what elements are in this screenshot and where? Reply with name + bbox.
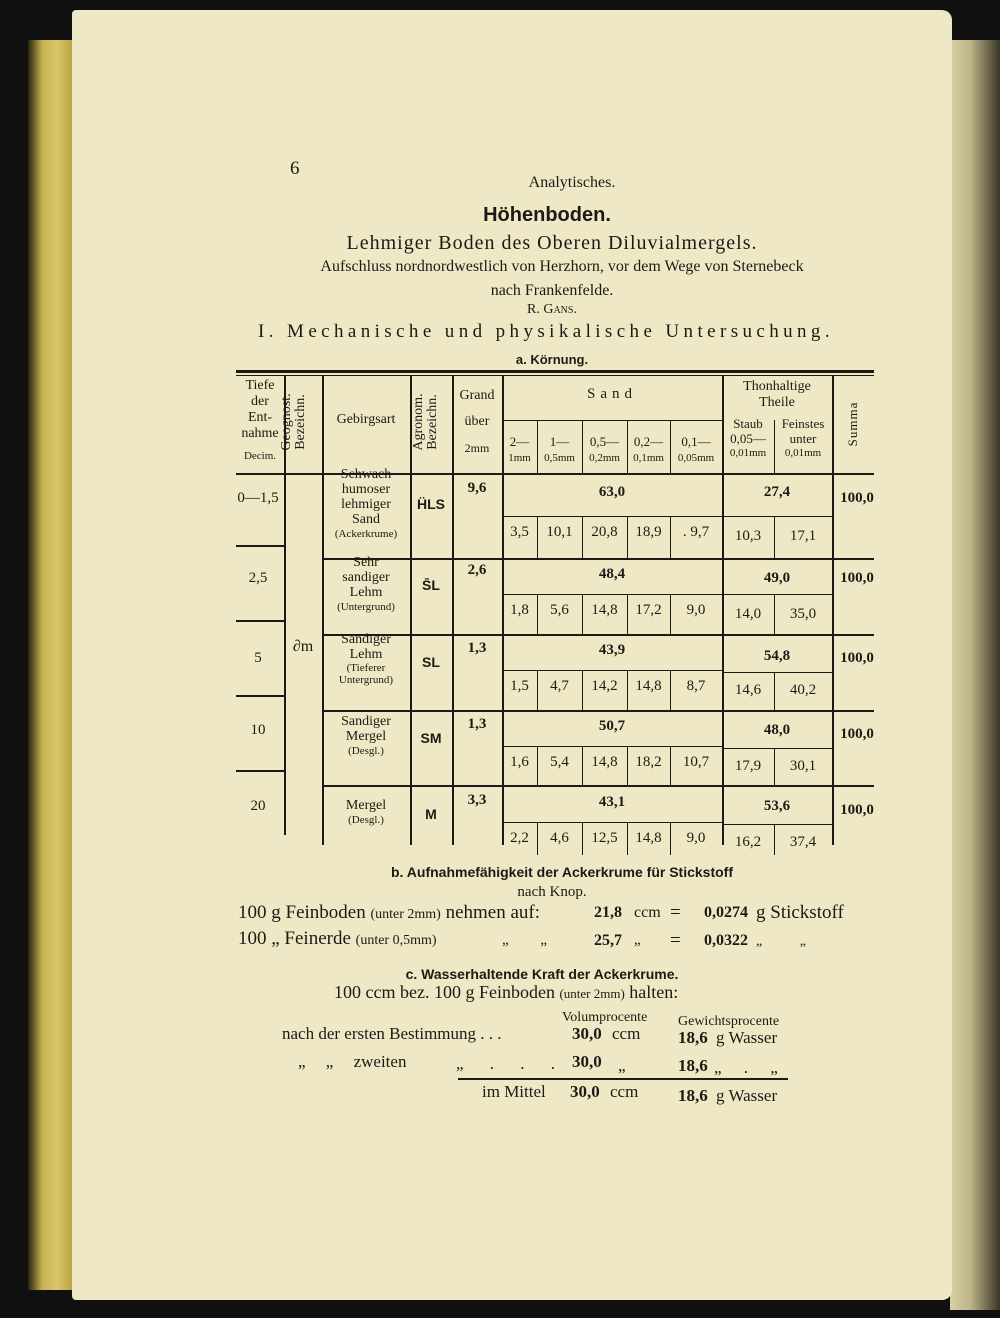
cell-thon-total: 27,4 bbox=[763, 484, 791, 500]
cell-tiefe: 10 bbox=[250, 722, 266, 738]
cell-grand: 1,3 bbox=[467, 640, 487, 656]
header-tiefe: Tiefe der Ent- nahme Decim. bbox=[236, 378, 284, 464]
cell-sand: 1,8 bbox=[510, 602, 529, 618]
cell-thon: 35,0 bbox=[789, 606, 817, 622]
section-b-heading: b. Aufnahmefähigkeit der Ackerkrume für Stickstoff bbox=[390, 864, 734, 880]
cell-thon: 17,1 bbox=[789, 528, 817, 544]
book-page bbox=[72, 10, 952, 1300]
header-feinstes: Feinstes unter 0,01mm bbox=[781, 416, 825, 459]
cell-summa: 100,0 bbox=[840, 802, 874, 818]
cell-sand: 18,2 bbox=[635, 754, 662, 770]
section-c-heading: c. Wasserhaltende Kraft der Ackerkrume. bbox=[405, 966, 679, 982]
table-top-rule-thin bbox=[236, 375, 874, 376]
header-sand: Sand bbox=[587, 386, 637, 402]
header-sand-1-05: 1— 0,5mm bbox=[544, 434, 575, 464]
location-line-2: nach Frankenfelde. bbox=[490, 282, 614, 299]
page-subtitle: Lehmiger Boden des Oberen Diluvialmergels. bbox=[346, 232, 758, 254]
cell-sand-total: 63,0 bbox=[598, 484, 626, 500]
water-row-2: „ „ zweiten „ . . . 30,0 „ 18,6 „ . „ bbox=[298, 1052, 778, 1077]
cell-sand: 9,0 bbox=[686, 602, 706, 618]
cell-sand: 4,7 bbox=[550, 678, 569, 694]
cell-thon: 17,9 bbox=[734, 758, 762, 774]
cell-gebirgsart: Mergel (Desgl.) bbox=[345, 798, 387, 826]
header-geognost: Geognost. Bezeichn. bbox=[279, 393, 308, 451]
cell-sand-total: 43,1 bbox=[598, 794, 626, 810]
book-edge-left bbox=[28, 40, 76, 1290]
cell-gebirgsart: Schwach humoser lehmiger Sand (Ackerkrume) bbox=[334, 467, 398, 540]
cell-sand: 3,5 bbox=[510, 524, 529, 540]
cell-sand: 12,5 bbox=[591, 830, 618, 846]
section-1-heading: I. Mechanische und physikalische Untersuchung. bbox=[258, 321, 834, 342]
cell-sand: 9,0 bbox=[686, 830, 706, 846]
running-head: Analytisches. bbox=[528, 174, 616, 191]
cell-thon-total: 48,0 bbox=[763, 722, 791, 738]
cell-sand: 10,1 bbox=[546, 524, 573, 540]
cell-sand: 4,6 bbox=[550, 830, 569, 846]
cell-thon: 30,1 bbox=[789, 758, 817, 774]
cell-sand: 18,9 bbox=[635, 524, 662, 540]
cell-sand: 5,6 bbox=[550, 602, 569, 618]
cell-thon: 16,2 bbox=[734, 834, 762, 850]
cell-gebirgsart: Sehr sandiger Lehm (Untergrund) bbox=[337, 555, 395, 613]
header-summa: Summa bbox=[845, 401, 860, 447]
cell-thon: 37,4 bbox=[789, 834, 817, 850]
cell-sand-total: 43,9 bbox=[598, 642, 626, 658]
cell-agronom: SM bbox=[420, 730, 442, 746]
header-tiefe-unit: Decim. bbox=[243, 450, 277, 462]
cell-tiefe: 0—1,5 bbox=[237, 490, 279, 506]
header-gewichtsprocente: Gewichtsprocente bbox=[678, 1014, 780, 1029]
header-gebirgsart: Gebirgsart bbox=[336, 412, 396, 427]
cell-grand: 3,3 bbox=[467, 792, 487, 808]
cell-sand: 17,2 bbox=[635, 602, 662, 618]
cell-grand: 1,3 bbox=[467, 716, 487, 732]
cell-tiefe: 2,5 bbox=[248, 570, 268, 586]
geognost-value: ∂m bbox=[292, 638, 314, 655]
cell-sand: 1,6 bbox=[510, 754, 529, 770]
cell-gebirgsart: Sandiger Lehm (Tieferer Untergrund) bbox=[338, 632, 394, 686]
cell-agronom: M bbox=[425, 806, 437, 822]
cell-summa: 100,0 bbox=[840, 490, 874, 506]
cell-summa: 100,0 bbox=[840, 570, 874, 586]
cell-thon: 40,2 bbox=[789, 682, 817, 698]
cell-sand-total: 48,4 bbox=[598, 566, 626, 582]
cell-thon-total: 54,8 bbox=[763, 648, 791, 664]
header-volumprocente: Volumprocente bbox=[562, 1010, 648, 1025]
cell-sand: 14,8 bbox=[635, 830, 662, 846]
cell-sand: 14,8 bbox=[591, 754, 618, 770]
sum-rule bbox=[458, 1078, 788, 1080]
page-number: 6 bbox=[290, 158, 300, 179]
header-staub: Staub 0,05— 0,01mm bbox=[729, 416, 767, 459]
cell-sand: 20,8 bbox=[591, 524, 618, 540]
cell-gebirgsart: Sandiger Mergel (Desgl.) bbox=[341, 714, 391, 757]
cell-sand: 14,2 bbox=[591, 678, 618, 694]
cell-grand: 2,6 bbox=[467, 562, 487, 578]
author: R. Gans. bbox=[527, 302, 577, 317]
nitrogen-line-1: 100 g Feinboden (unter 2mm) nehmen auf: 21,8 ccm = 0,0274 g Stickstoff bbox=[238, 902, 844, 923]
section-a-heading: a. Körnung. bbox=[515, 352, 589, 367]
water-row-1: nach der ersten Bestimmung . . . 30,0 ccm 18,6 g Wasser bbox=[282, 1024, 778, 1047]
header-sand-01-005: 0,1— 0,05mm bbox=[677, 434, 715, 464]
cell-thon-total: 49,0 bbox=[763, 570, 791, 586]
cell-tiefe: 20 bbox=[250, 798, 266, 814]
cell-sand: 14,8 bbox=[635, 678, 662, 694]
cell-summa: 100,0 bbox=[840, 726, 874, 742]
cell-thon-total: 53,6 bbox=[763, 798, 791, 814]
cell-agronom: S̄L bbox=[422, 577, 440, 593]
cell-agronom: ḦLS bbox=[417, 496, 445, 512]
cell-sand: 10,7 bbox=[682, 754, 710, 770]
header-sand-2-1: 2— 1mm bbox=[508, 434, 531, 464]
page-title: Höhenboden. bbox=[483, 204, 611, 226]
cell-sand: 14,8 bbox=[591, 602, 618, 618]
cell-summa: 100,0 bbox=[840, 650, 874, 666]
cell-sand: . 9,7 bbox=[682, 524, 710, 540]
cell-sand: 8,7 bbox=[686, 678, 706, 694]
section-b-subheading: nach Knop. bbox=[517, 884, 587, 900]
water-mean-row: im Mittel 30,0 ccm 18,6 g Wasser bbox=[482, 1082, 778, 1105]
table-top-rule bbox=[236, 370, 874, 373]
cell-grand: 9,6 bbox=[467, 480, 487, 496]
header-sand-05-02: 0,5— 0,2mm bbox=[589, 434, 620, 464]
water-intro: 100 ccm bez. 100 g Feinboden (unter 2mm) halten: bbox=[334, 982, 679, 1002]
header-grand: Grand über 2mm bbox=[459, 388, 495, 455]
cell-sand: 5,4 bbox=[550, 754, 569, 770]
cell-thon: 14,6 bbox=[734, 682, 762, 698]
nitrogen-line-2: 100 „ Feinerde (unter 0,5mm) „ „ 25,7 „ = 0,0322 „ „ bbox=[238, 928, 806, 951]
cell-sand-total: 50,7 bbox=[598, 718, 626, 734]
cell-thon: 14,0 bbox=[734, 606, 762, 622]
cell-tiefe: 5 bbox=[254, 650, 262, 666]
header-thon: Thonhaltige Theile bbox=[743, 379, 811, 410]
cell-sand: 1,5 bbox=[510, 678, 529, 694]
header-sand-02-01: 0,2— 0,1mm bbox=[633, 434, 664, 464]
cell-sand: 2,2 bbox=[510, 830, 529, 846]
header-agronom: Agronom. Bezeichn. bbox=[411, 393, 440, 451]
location-line-1: Aufschluss nordnordwestlich von Herzhorn, vor dem Wege von Sternebeck bbox=[320, 258, 804, 275]
cell-thon: 10,3 bbox=[734, 528, 762, 544]
cell-agronom: SL bbox=[422, 654, 440, 670]
book-edge-right bbox=[950, 40, 1000, 1310]
